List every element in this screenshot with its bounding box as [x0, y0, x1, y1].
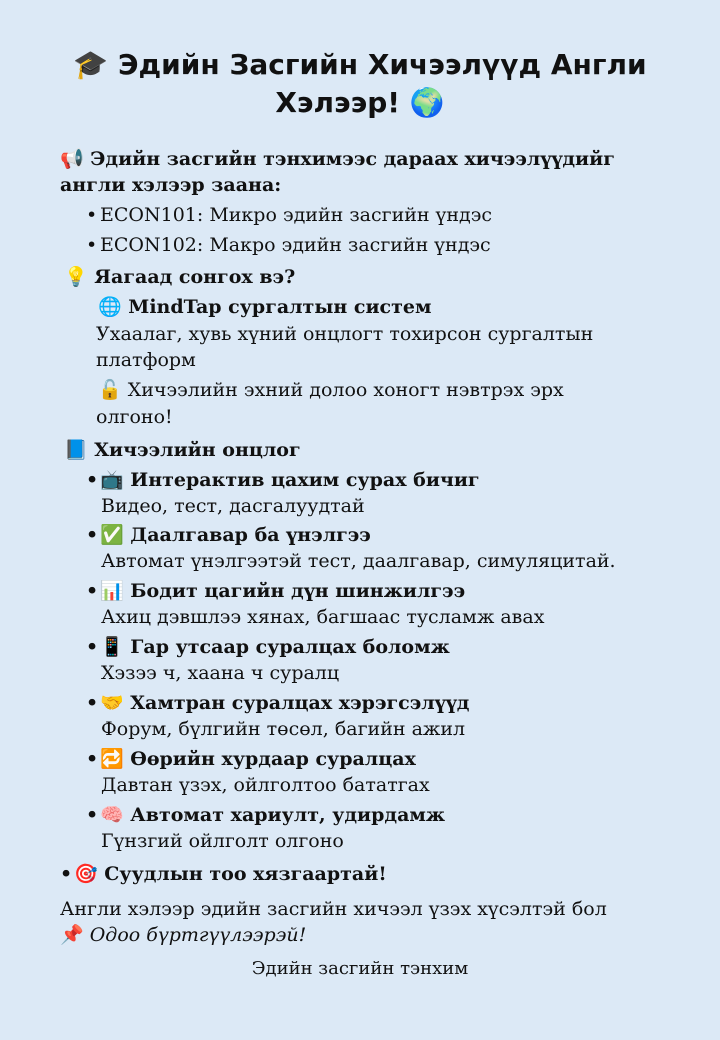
mindtap-desc-line1: Ухаалаг, хувь хүний онцлогт тохирсон сургалтын: [96, 323, 594, 345]
access-line1: 🔓 Хичээлийн эхний долоо хоногт нэвтрэх эрх: [98, 379, 564, 401]
feature-title: •🧠 Автомат хариулт, удирдамж: [86, 804, 446, 826]
limited-seats: •🎯 Суудлын тоо хязгаартай!: [60, 863, 387, 885]
mindtap-desc-line2: платформ: [96, 349, 196, 371]
intro-line1: 📢 Эдийн засгийн тэнхимээс дараах хичээлүүдийг: [60, 148, 615, 170]
cta-line1: Англи хэлээр эдийн засгийн хичээл үзэх хүсэлтэй бол: [60, 898, 607, 920]
feature-desc: Форум, бүлгийн төсөл, багийн ажил: [101, 718, 466, 740]
tv-icon: 📺: [100, 469, 124, 491]
feature-title: •📊 Бодит цагийн дүн шинжилгээ: [86, 580, 466, 602]
handshake-icon: 🤝: [100, 692, 124, 714]
features-heading: 📘 Хичээлийн онцлог: [64, 439, 301, 461]
lightbulb-icon: 💡: [64, 266, 88, 288]
feature-desc: Автомат үнэлгээтэй тест, даалгавар, симуляцитай.: [101, 550, 616, 572]
course-item: • ECON101: Микро эдийн засгийн үндэс: [86, 204, 493, 226]
globe-icon: 🌍: [409, 86, 445, 119]
repeat-icon: 🔁: [100, 748, 124, 770]
pushpin-icon: 📌: [60, 924, 84, 946]
register-now-text: Одоо бүртгүүлээрэй!: [89, 924, 307, 946]
unlocked-lock-icon: 🔓: [98, 379, 122, 401]
feature-title: •✅ Даалгавар ба үнэлгээ: [86, 524, 371, 546]
title-line1: Эдийн Засгийн Хичээлүүд Англи: [118, 48, 647, 81]
feature-desc: Давтан үзэх, ойлголтоо бататгах: [101, 774, 430, 796]
footer-department: Эдийн засгийн тэнхим: [251, 958, 469, 979]
mobile-phone-icon: 📱: [100, 636, 124, 658]
access-line2: олгоно!: [96, 406, 173, 428]
brain-icon: 🧠: [100, 804, 124, 826]
megaphone-icon: 📢: [60, 148, 84, 170]
page-title: [60, 46, 660, 122]
check-mark-icon: ✅: [100, 524, 124, 546]
target-icon: 🎯: [74, 863, 98, 885]
feature-title: •📺 Интерактив цахим сурах бичиг: [86, 469, 480, 491]
feature-desc: Хэзээ ч, хаана ч суралц: [101, 662, 340, 684]
title-line2: Хэлээр!: [275, 86, 401, 119]
globe-network-icon: 🌐: [98, 296, 122, 318]
cta-line2: [60, 922, 306, 948]
blue-book-icon: 📘: [64, 439, 88, 461]
course-item: • ECON102: Макро эдийн засгийн үндэс: [86, 234, 491, 256]
bar-chart-icon: 📊: [100, 580, 124, 602]
feature-desc: Видео, тест, дасгалуудтай: [101, 495, 365, 517]
feature-title: •🔁 Өөрийн хурдаар суралцах: [86, 748, 416, 770]
why-heading: 💡 Яагаад сонгох вэ?: [64, 266, 296, 288]
feature-desc: Ахиц дэвшлээ хянах, багшаас тусламж авах: [101, 606, 545, 628]
feature-title: •📱 Гар утсаар суралцах боломж: [86, 636, 450, 658]
feature-title: •🤝 Хамтран суралцах хэрэгсэлүүд: [86, 692, 470, 714]
intro-line2: англи хэлээр заана:: [60, 174, 282, 196]
graduation-cap-icon: 🎓: [73, 48, 109, 81]
feature-desc: Гүнзгий ойлголт олгоно: [101, 830, 344, 852]
mindtap-heading: 🌐 MindTap сургалтын систем: [98, 296, 432, 318]
